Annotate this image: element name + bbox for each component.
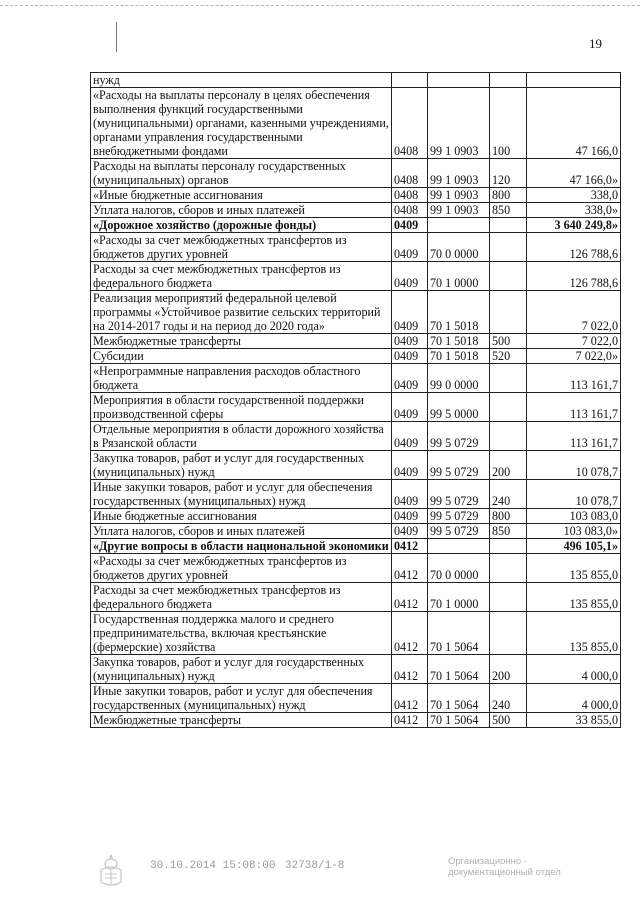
row-target-article-cell: 99 1 0903	[428, 88, 490, 159]
row-expense-type-cell	[490, 539, 527, 554]
row-section-cell: 0412	[392, 655, 428, 684]
row-name-cell: Мероприятия в области государственной поддержки производственной сферы	[91, 393, 392, 422]
row-name-cell: Расходы на выплаты персоналу государственных (муниципальных) органов	[91, 159, 392, 188]
table-row	[91, 88, 621, 159]
row-target-article-cell: 99 0 0000	[428, 364, 490, 393]
table-row	[91, 509, 621, 524]
row-expense-type-cell: 240	[490, 684, 527, 713]
row-name-cell: Иные бюджетные ассигнования	[91, 509, 392, 524]
row-name-cell: Иные закупки товаров, работ и услуг для обеспечения государственных (муниципальных) нужд	[91, 684, 392, 713]
row-name-cell: «Непрограммные направления расходов областного бюджета	[91, 364, 392, 393]
row-amount-cell: 4 000,0	[527, 655, 621, 684]
row-name-cell: Государственная поддержка малого и среднего предпринимательства, включая крестьянские (фермерские) хозяйства	[91, 612, 392, 655]
row-target-article-cell: 70 1 5018	[428, 334, 490, 349]
row-name-cell: Межбюджетные трансферты	[91, 713, 392, 728]
row-expense-type-cell	[490, 422, 527, 451]
footer-department-watermark	[448, 856, 561, 878]
row-expense-type-cell: 500	[490, 334, 527, 349]
row-amount-cell: 7 022,0»	[527, 349, 621, 364]
row-expense-type-cell: 200	[490, 655, 527, 684]
row-amount-cell: 113 161,7	[527, 393, 621, 422]
row-target-article-cell	[428, 73, 490, 88]
row-target-article-cell: 70 1 0000	[428, 262, 490, 291]
row-amount-cell: 103 083,0	[527, 509, 621, 524]
row-expense-type-cell: 100	[490, 88, 527, 159]
row-amount-cell: 135 855,0	[527, 554, 621, 583]
row-target-article-cell: 99 5 0729	[428, 480, 490, 509]
row-expense-type-cell: 800	[490, 509, 527, 524]
row-expense-type-cell: 200	[490, 451, 527, 480]
row-expense-type-cell: 500	[490, 713, 527, 728]
row-name-cell: «Другие вопросы в области национальной экономики	[91, 539, 392, 554]
row-section-cell: 0409	[392, 393, 428, 422]
footer	[0, 852, 640, 892]
row-amount-cell	[527, 73, 621, 88]
scan-mark	[116, 22, 117, 52]
row-target-article-cell: 70 1 5018	[428, 291, 490, 334]
row-amount-cell: 10 078,7	[527, 451, 621, 480]
row-expense-type-cell: 850	[490, 524, 527, 539]
row-name-cell: «Расходы на выплаты персоналу в целях обеспечения выполнения функций государственными (муниципальными) органами, казенными учреждениями, органами управления государственными внебюджетными фондами	[91, 88, 392, 159]
table-row	[91, 480, 621, 509]
row-name-cell: Субсидии	[91, 349, 392, 364]
row-expense-type-cell	[490, 233, 527, 262]
row-name-cell: Реализация мероприятий федеральной целевой программы «Устойчивое развитие сельских территорий на 2014-2017 годы и на период до 2020 года»	[91, 291, 392, 334]
row-name-cell: Расходы за счет межбюджетных трансфертов из федерального бюджета	[91, 262, 392, 291]
row-section-cell: 0412	[392, 539, 428, 554]
row-amount-cell: 7 022,0	[527, 334, 621, 349]
table-row	[91, 233, 621, 262]
table-row	[91, 524, 621, 539]
row-name-cell: Межбюджетные трансферты	[91, 334, 392, 349]
table-row	[91, 451, 621, 480]
table-row	[91, 262, 621, 291]
row-section-cell: 0409	[392, 349, 428, 364]
row-amount-cell: 496 105,1»	[527, 539, 621, 554]
row-target-article-cell: 99 5 0000	[428, 393, 490, 422]
row-target-article-cell: 99 5 0729	[428, 451, 490, 480]
row-section-cell: 0408	[392, 159, 428, 188]
row-section-cell: 0412	[392, 583, 428, 612]
row-amount-cell: 113 161,7	[527, 364, 621, 393]
row-target-article-cell: 99 5 0729	[428, 524, 490, 539]
row-section-cell: 0412	[392, 713, 428, 728]
row-section-cell: 0409	[392, 233, 428, 262]
row-section-cell: 0412	[392, 554, 428, 583]
row-expense-type-cell: 240	[490, 480, 527, 509]
row-target-article-cell: 70 1 5064	[428, 684, 490, 713]
row-target-article-cell: 99 1 0903	[428, 159, 490, 188]
table-row	[91, 203, 621, 218]
row-amount-cell: 135 855,0	[527, 612, 621, 655]
row-expense-type-cell	[490, 583, 527, 612]
table-row	[91, 612, 621, 655]
row-target-article-cell: 70 1 0000	[428, 583, 490, 612]
row-expense-type-cell	[490, 364, 527, 393]
row-target-article-cell: 99 1 0903	[428, 188, 490, 203]
row-name-cell: Уплата налогов, сборов и иных платежей	[91, 203, 392, 218]
row-name-cell: Закупка товаров, работ и услуг для государственных (муниципальных) нужд	[91, 655, 392, 684]
footer-document-number: 32738/1-8	[285, 860, 345, 872]
row-target-article-cell	[428, 539, 490, 554]
row-section-cell	[392, 73, 428, 88]
row-section-cell: 0409	[392, 262, 428, 291]
row-amount-cell: 47 166,0	[527, 88, 621, 159]
table-row	[91, 159, 621, 188]
row-target-article-cell: 70 1 5064	[428, 655, 490, 684]
footer-timestamp: 30.10.2014 15:08:00	[150, 860, 276, 872]
row-name-cell: Расходы за счет межбюджетных трансфертов из федерального бюджета	[91, 583, 392, 612]
row-name-cell: Отдельные мероприятия в области дорожного хозяйства в Рязанской области	[91, 422, 392, 451]
row-amount-cell: 103 083,0»	[527, 524, 621, 539]
table-row	[91, 188, 621, 203]
table-row	[91, 684, 621, 713]
row-amount-cell: 47 166,0»	[527, 159, 621, 188]
row-expense-type-cell	[490, 554, 527, 583]
row-section-cell: 0409	[392, 334, 428, 349]
table-row	[91, 73, 621, 88]
row-amount-cell: 126 788,6	[527, 262, 621, 291]
row-name-cell: «Дорожное хозяйство (дорожные фонды)	[91, 218, 392, 233]
row-target-article-cell	[428, 218, 490, 233]
row-section-cell: 0409	[392, 364, 428, 393]
row-expense-type-cell: 120	[490, 159, 527, 188]
watermark-line-2: документационный отдел	[448, 867, 561, 878]
row-expense-type-cell	[490, 218, 527, 233]
table-row	[91, 554, 621, 583]
row-name-cell: «Иные бюджетные ассигнования	[91, 188, 392, 203]
row-amount-cell: 4 000,0	[527, 684, 621, 713]
row-target-article-cell: 70 0 0000	[428, 233, 490, 262]
row-section-cell: 0408	[392, 203, 428, 218]
row-expense-type-cell: 800	[490, 188, 527, 203]
row-name-cell: «Расходы за счет межбюджетных трансфертов из бюджетов других уровней	[91, 554, 392, 583]
row-section-cell: 0409	[392, 480, 428, 509]
table-row	[91, 655, 621, 684]
row-name-cell: Иные закупки товаров, работ и услуг для обеспечения государственных (муниципальных) нужд	[91, 480, 392, 509]
scan-edge-line	[0, 5, 640, 6]
row-target-article-cell: 70 0 0000	[428, 554, 490, 583]
row-name-cell: Уплата налогов, сборов и иных платежей	[91, 524, 392, 539]
row-expense-type-cell: 850	[490, 203, 527, 218]
row-name-cell: Закупка товаров, работ и услуг для государственных (муниципальных) нужд	[91, 451, 392, 480]
table-row	[91, 539, 621, 554]
row-expense-type-cell	[490, 393, 527, 422]
table-row	[91, 583, 621, 612]
page-number: 19	[589, 36, 602, 51]
row-target-article-cell: 70 1 5018	[428, 349, 490, 364]
table-row	[91, 291, 621, 334]
watermark-line-1: Организационно -	[448, 856, 528, 867]
row-section-cell: 0412	[392, 684, 428, 713]
row-section-cell: 0409	[392, 509, 428, 524]
row-target-article-cell: 70 1 5064	[428, 713, 490, 728]
row-expense-type-cell: 520	[490, 349, 527, 364]
row-amount-cell: 126 788,6	[527, 233, 621, 262]
row-section-cell: 0408	[392, 88, 428, 159]
coat-of-arms-icon	[96, 852, 126, 888]
row-amount-cell: 135 855,0	[527, 583, 621, 612]
row-section-cell: 0409	[392, 524, 428, 539]
row-amount-cell: 113 161,7	[527, 422, 621, 451]
row-section-cell: 0409	[392, 451, 428, 480]
row-target-article-cell: 70 1 5064	[428, 612, 490, 655]
row-target-article-cell: 99 1 0903	[428, 203, 490, 218]
row-amount-cell: 338,0»	[527, 203, 621, 218]
row-name-cell: «Расходы за счет межбюджетных трансфертов из бюджетов других уровней	[91, 233, 392, 262]
row-section-cell: 0409	[392, 291, 428, 334]
table-row	[91, 713, 621, 728]
row-section-cell: 0408	[392, 188, 428, 203]
table-row	[91, 334, 621, 349]
row-section-cell: 0409	[392, 422, 428, 451]
row-amount-cell: 7 022,0	[527, 291, 621, 334]
row-expense-type-cell	[490, 612, 527, 655]
row-section-cell: 0412	[392, 612, 428, 655]
table-row	[91, 364, 621, 393]
budget-table	[90, 72, 621, 728]
row-amount-cell: 338,0	[527, 188, 621, 203]
row-amount-cell: 10 078,7	[527, 480, 621, 509]
table-row	[91, 422, 621, 451]
table-row	[91, 393, 621, 422]
row-section-cell: 0409	[392, 218, 428, 233]
row-target-article-cell: 99 5 0729	[428, 422, 490, 451]
row-amount-cell: 33 855,0	[527, 713, 621, 728]
budget-table-body	[91, 73, 621, 728]
row-amount-cell: 3 640 249,8»	[527, 218, 621, 233]
row-target-article-cell: 99 5 0729	[428, 509, 490, 524]
table-row	[91, 349, 621, 364]
row-expense-type-cell	[490, 291, 527, 334]
row-expense-type-cell	[490, 262, 527, 291]
row-expense-type-cell	[490, 73, 527, 88]
row-name-cell: нужд	[91, 73, 392, 88]
table-row	[91, 218, 621, 233]
